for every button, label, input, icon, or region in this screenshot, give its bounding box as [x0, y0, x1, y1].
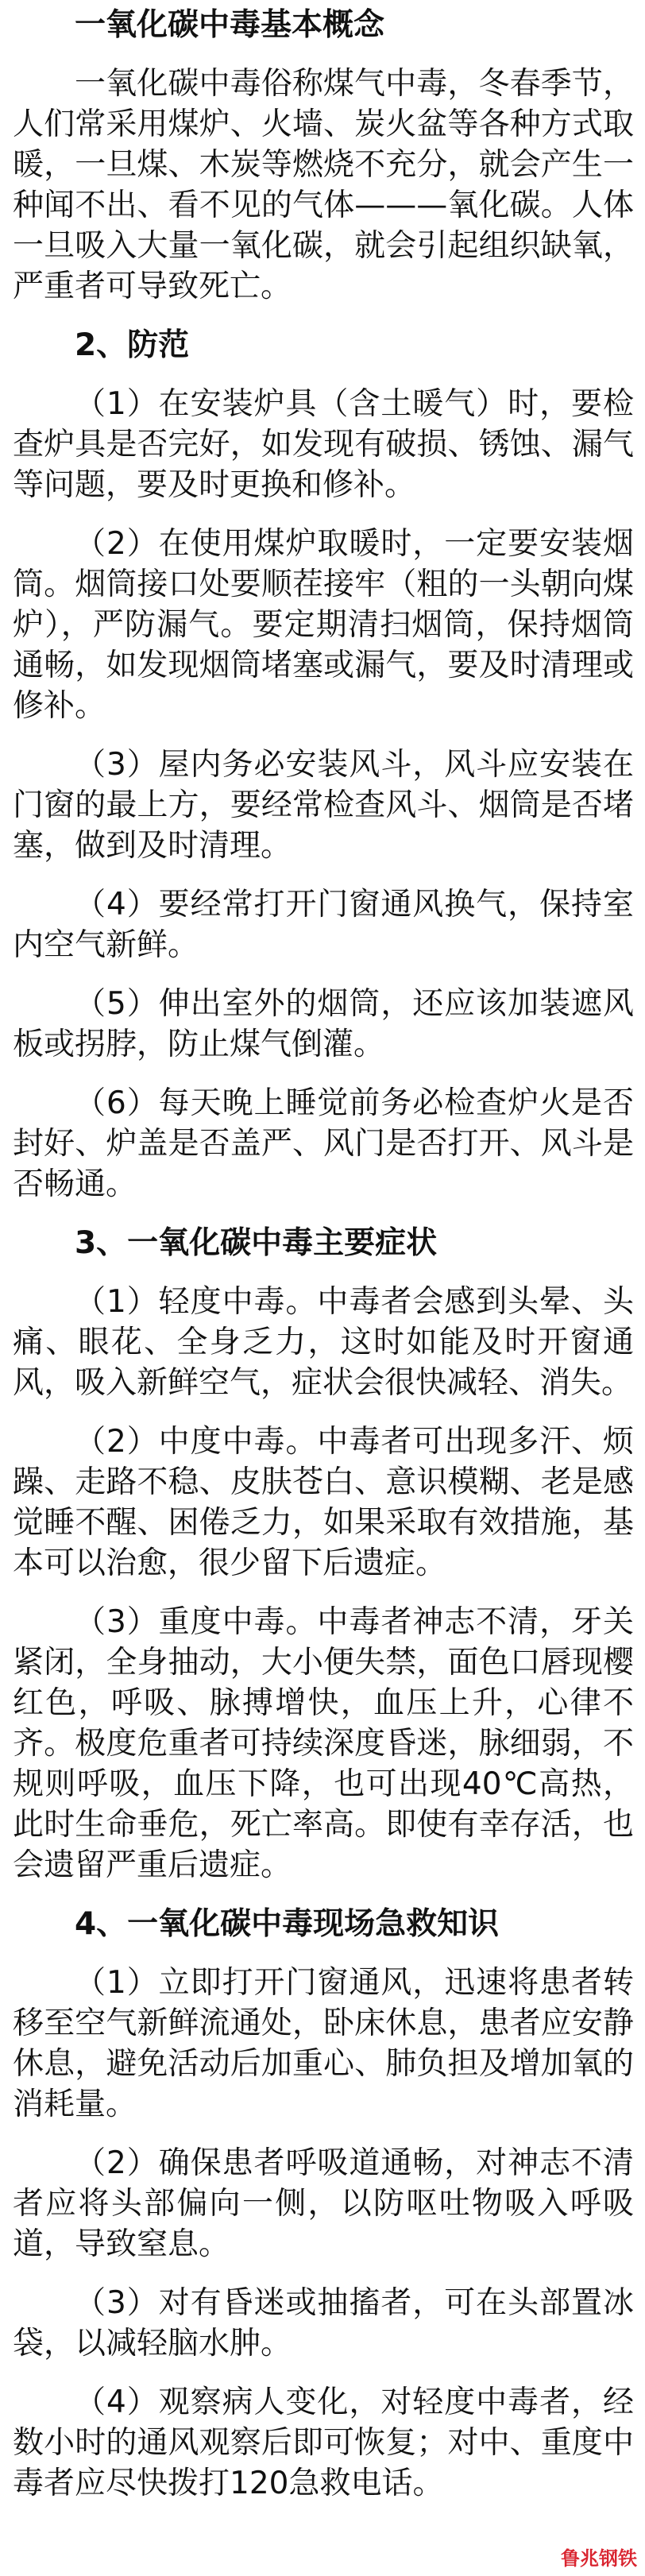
paragraph: （3）重度中毒。中毒者神志不清，牙关紧闭，全身抽动，大小便失禁，面色口唇现樱红色，呼吸、脉搏增快，血压上升，心律不齐。极度危重者可持续深度昏迷，脉细弱，不规则呼吸，血压下降，也可出现40℃高热，此时生命垂危，死亡率高。即使有幸存活，也会遗留严重后遗症。	[13, 1604, 634, 1883]
watermark: 鲁兆钢铁	[561, 2547, 637, 2570]
paragraph: （1）立即打开门窗通风，迅速将患者转移至空气新鲜流通处，卧床休息，患者应安静休息，避免活动后加重心、肺负担及增加氧的消耗量。	[13, 1965, 634, 2122]
section-heading-symptoms: 3、一氧化碳中毒主要症状	[75, 1225, 438, 1261]
section-heading-basic-concept: 一氧化碳中毒基本概念	[75, 7, 385, 43]
paragraph: （5）伸出室外的烟筒，还应该加装遮风板或拐脖，防止煤气倒灌。	[13, 986, 634, 1062]
paragraph: （1）在安装炉具（含土暖气）时，要检查炉具是否完好，如发现有破损、锈蚀、漏气等问题，要及时更换和修补。	[13, 386, 634, 503]
article	[13, 5, 634, 2504]
paragraph: （3）对有昏迷或抽搐者，可在头部置冰袋，以减轻脑水肿。	[13, 2285, 634, 2361]
section-heading-prevention: 2、防范	[75, 327, 190, 363]
paragraph: （2）确保患者呼吸道通畅，对神志不清者应将头部偏向一侧，以防呕吐物吸入呼吸道，导致窒息。	[13, 2145, 634, 2262]
paragraph: （3）屋内务必安装风斗，风斗应安装在门窗的最上方，要经常检查风斗、烟筒是否堵塞，做到及时清理。	[13, 747, 634, 864]
paragraph: （2）在使用煤炉取暖时，一定要安装烟筒。烟筒接口处要顺茬接牢（粗的一头朝向煤炉），严防漏气。要定期清扫烟筒，保持烟筒通畅，如发现烟筒堵塞或漏气，要及时清理或修补。	[13, 526, 634, 724]
paragraph: （2）中度中毒。中毒者可出现多汗、烦躁、走路不稳、皮肤苍白、意识模糊、老是感觉睡不醒、困倦乏力，如果采取有效措施，基本可以治愈，很少留下后遗症。	[13, 1424, 634, 1581]
paragraph: （1）轻度中毒。中毒者会感到头晕、头痛、眼花、全身乏力，这时如能及时开窗通风，吸入新鲜空气，症状会很快减轻、消失。	[13, 1284, 634, 1401]
paragraph: （4）观察病人变化，对轻度中毒者，经数小时的通风观察后即可恢复；对中、重度中毒者应尽快拨打120急救电话。	[13, 2385, 634, 2501]
paragraph: （6）每天晚上睡觉前务必检查炉火是否封好、炉盖是否盖严、风门是否打开、风斗是否畅通。	[13, 1085, 634, 1202]
paragraph: （4）要经常打开门窗通风换气，保持室内空气新鲜。	[13, 887, 634, 963]
paragraph: 一氧化碳中毒俗称煤气中毒，冬春季节，人们常采用煤炉、火墙、炭火盆等各种方式取暖，一旦煤、木炭等燃烧不充分，就会产生一种闻不出、看不见的气体———氧化碳。人体一旦吸入大量一氧化碳，就会引起组织缺氧，严重者可导致死亡。	[13, 66, 634, 304]
section-heading-first-aid: 4、一氧化碳中毒现场急救知识	[75, 1906, 500, 1942]
